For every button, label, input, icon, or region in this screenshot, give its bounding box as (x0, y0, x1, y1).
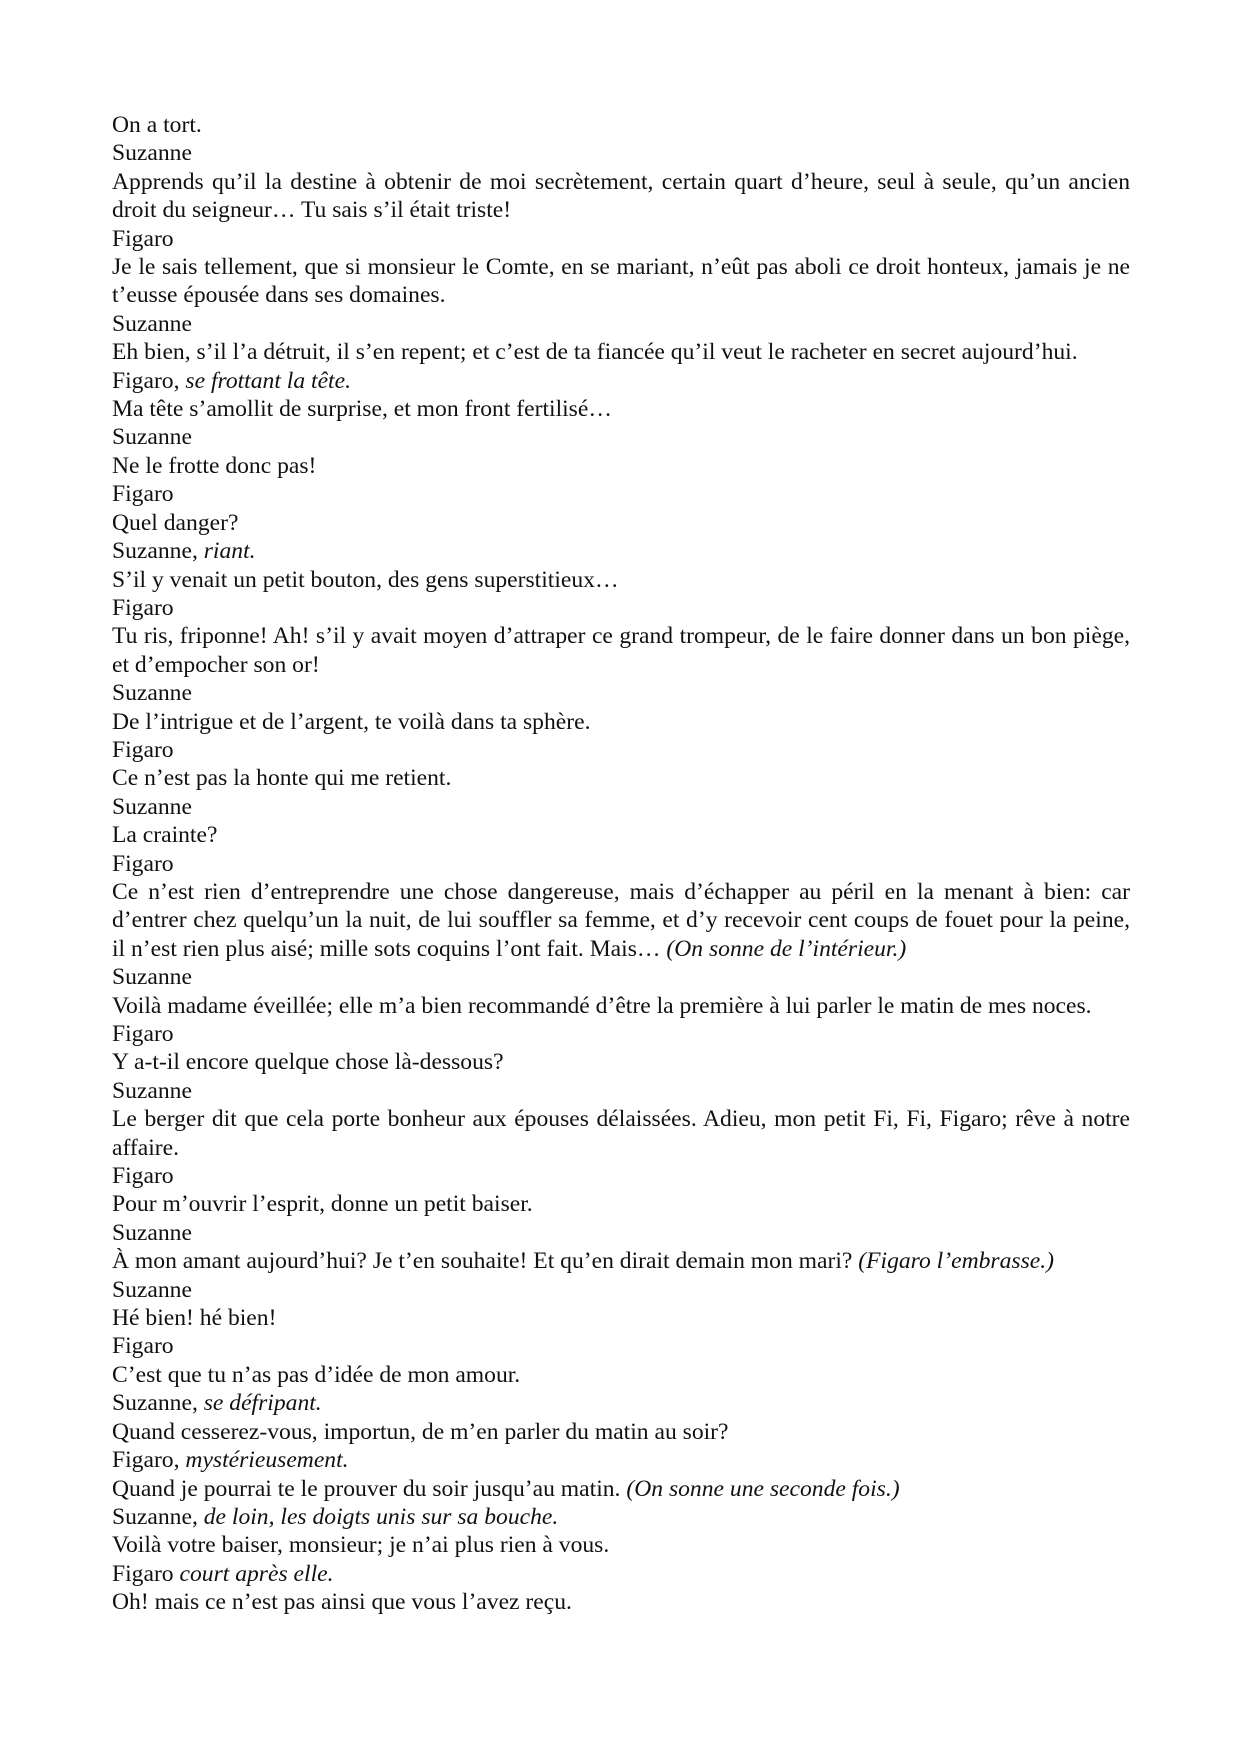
speaker-line (112, 1276, 1130, 1304)
speaker-line (112, 1077, 1130, 1105)
speech-line (112, 253, 1130, 310)
speech-line (112, 395, 1130, 423)
speech-line (112, 1475, 1130, 1503)
speech-line (112, 1361, 1130, 1389)
speech-text: Eh bien, s’il l’a détruit, il s’en repent; et c’est de ta fiancée qu’il veut le racheter en secret aujourd’hui. (112, 339, 1078, 366)
speech-text: Le berger dit que cela porte bonheur aux épouses délaissées. Adieu, mon petit Fi, Fi, Figaro; rêve à notre affaire. (112, 1106, 1130, 1161)
speech-text: Quel danger? (112, 509, 239, 536)
speaker-line (112, 736, 1130, 764)
speech-line (112, 1418, 1130, 1446)
speaker-name: Suzanne (112, 538, 192, 565)
speech-text: Ne le frotte donc pas! (112, 452, 317, 479)
speaker-line (112, 679, 1130, 707)
speaker-name: Suzanne (112, 140, 192, 167)
speech-line (112, 452, 1130, 480)
speech-line (112, 1304, 1130, 1332)
speaker-line (112, 310, 1130, 338)
speaker-name: Figaro (112, 736, 174, 763)
speaker-name: Suzanne (112, 1077, 192, 1104)
speech-line (112, 1247, 1130, 1275)
speaker-line (112, 1020, 1130, 1048)
speech-text: Ma tête s’amollit de surprise, et mon front fertilisé… (112, 396, 612, 423)
speaker-name: Suzanne (112, 793, 192, 820)
speaker-name: Suzanne (112, 1390, 192, 1417)
speaker-name: Suzanne (112, 310, 192, 337)
stage-direction: se défripant. (203, 1390, 322, 1417)
speaker-name: Suzanne (112, 1503, 192, 1530)
speech-line (112, 1105, 1130, 1162)
speech-text: Quand je pourrai te le prouver du soir jusqu’au matin. (112, 1475, 621, 1502)
speaker-line: Suzanne, se défripant. (112, 1390, 322, 1417)
stage-direction: riant. (203, 538, 256, 565)
speech-text: Ce n’est rien d’entreprendre une chose dangereuse, mais d’échapper au péril en la menant à bien: car d’entrer chez quelqu’un la nuit, de lui souffler sa femme, et d’y recevoir cent coups de fouet pour la peine, il n’est rien plus aisé; mille sots coquins l’ont fait. Mais… (112, 878, 1130, 962)
speech-text: Y a-t-il encore quelque chose là-dessous? (112, 1049, 504, 1076)
speaker-line (112, 480, 1130, 508)
speaker-line (112, 963, 1130, 991)
speaker-line: Suzanne, riant. (112, 538, 256, 565)
speaker-name: Suzanne (112, 964, 192, 991)
speaker-line (112, 1219, 1130, 1247)
speaker-line (112, 1560, 1130, 1588)
play-dialogue (112, 111, 1130, 1617)
speech-text: On a tort. (112, 112, 202, 138)
speech-line (112, 764, 1130, 792)
stage-direction: (Figaro l’embrasse.) (858, 1248, 1054, 1275)
speaker-line (112, 423, 1130, 451)
speaker-line: Suzanne, de loin, les doigts unis sur sa bouche. (112, 1503, 559, 1530)
speech-text: La crainte? (112, 822, 218, 849)
speaker-line (112, 594, 1130, 622)
speech-text: Ce n’est pas la honte qui me retient. (112, 765, 452, 792)
speaker-line: Figaro, se frottant la tête. (112, 367, 351, 394)
speaker-line (112, 1162, 1130, 1190)
speech-text: Quand cesserez-vous, importun, de m’en parler du matin au soir? (112, 1418, 729, 1445)
speaker-name: Suzanne (112, 424, 192, 451)
stage-direction: (On sonne une seconde fois.) (626, 1475, 900, 1502)
speaker-line (112, 139, 1130, 167)
speech-text: Oh! mais ce n’est pas ainsi que vous l’avez reçu. (112, 1589, 572, 1616)
stage-direction: court après elle. (179, 1560, 334, 1587)
speaker-name: Figaro (112, 225, 174, 252)
speech-line (112, 992, 1130, 1020)
speech-text: Tu ris, friponne! Ah! s’il y avait moyen d’attraper ce grand trompeur, de le faire donner dans un bon piège, et d’empocher son or! (112, 623, 1130, 678)
speaker-name: Suzanne (112, 1219, 192, 1246)
speech-line (112, 509, 1130, 537)
speaker-line (112, 850, 1130, 878)
speaker-name: Figaro (112, 594, 174, 621)
speech-line (112, 338, 1130, 366)
speaker-name: Figaro (112, 1560, 174, 1587)
speaker-name: Figaro (112, 367, 174, 394)
stage-direction: (On sonne de l’intérieur.) (666, 935, 907, 962)
speech-text: C’est que tu n’as pas d’idée de mon amour. (112, 1361, 521, 1388)
speech-text: Je le sais tellement, que si monsieur le Comte, en se mariant, n’eût pas aboli ce droit honteux, jamais je ne t’eusse épousée dans ses domaines. (112, 254, 1130, 309)
speaker-name: Figaro (112, 1447, 174, 1474)
stage-direction: se frottant la tête. (185, 367, 351, 394)
speech-line (112, 566, 1130, 594)
speech-line (112, 111, 1130, 139)
speech-line (112, 878, 1130, 963)
speech-text: S’il y venait un petit bouton, des gens superstitieux… (112, 566, 619, 593)
speaker-name: Suzanne (112, 1276, 192, 1303)
speaker-name: Figaro (112, 481, 174, 508)
speech-text: Hé bien! hé bien! (112, 1305, 277, 1332)
speaker-line (112, 1332, 1130, 1360)
speech-text: Voilà madame éveillée; elle m’a bien recommandé d’être la première à lui parler le matin de mes noces. (112, 992, 1092, 1019)
speaker-name: Suzanne (112, 680, 192, 707)
speaker-name: Figaro (112, 1163, 174, 1190)
speaker-line (112, 793, 1130, 821)
speaker-name: Figaro (112, 1333, 174, 1360)
speech-line (112, 1531, 1130, 1559)
speech-line (112, 1048, 1130, 1076)
speech-line (112, 708, 1130, 736)
speech-text: Apprends qu’il la destine à obtenir de moi secrètement, certain quart d’heure, seul à seule, qu’un ancien droit du seigneur… Tu sais s’il était triste! (112, 168, 1130, 224)
speech-line (112, 168, 1130, 225)
speaker-name: Figaro (112, 850, 174, 877)
speech-line (112, 622, 1130, 679)
speech-line (112, 1190, 1130, 1218)
speech-line (112, 1588, 1130, 1616)
speech-text: Pour m’ouvrir l’esprit, donne un petit baiser. (112, 1191, 533, 1218)
stage-direction: mystérieusement. (185, 1447, 349, 1474)
speaker-name: Figaro (112, 1021, 174, 1047)
speech-text: De l’intrigue et de l’argent, te voilà dans ta sphère. (112, 708, 591, 735)
speaker-line (112, 225, 1130, 253)
stage-direction: de loin, les doigts unis sur sa bouche. (203, 1503, 559, 1530)
speech-text: Voilà votre baiser, monsieur; je n’ai plus rien à vous. (112, 1532, 610, 1559)
speech-text: À mon amant aujourd’hui? Je t’en souhaite! Et qu’en dirait demain mon mari? (112, 1248, 853, 1275)
document-page (112, 111, 1130, 1617)
speaker-line: Figaro, mystérieusement. (112, 1447, 349, 1474)
speech-line (112, 821, 1130, 849)
